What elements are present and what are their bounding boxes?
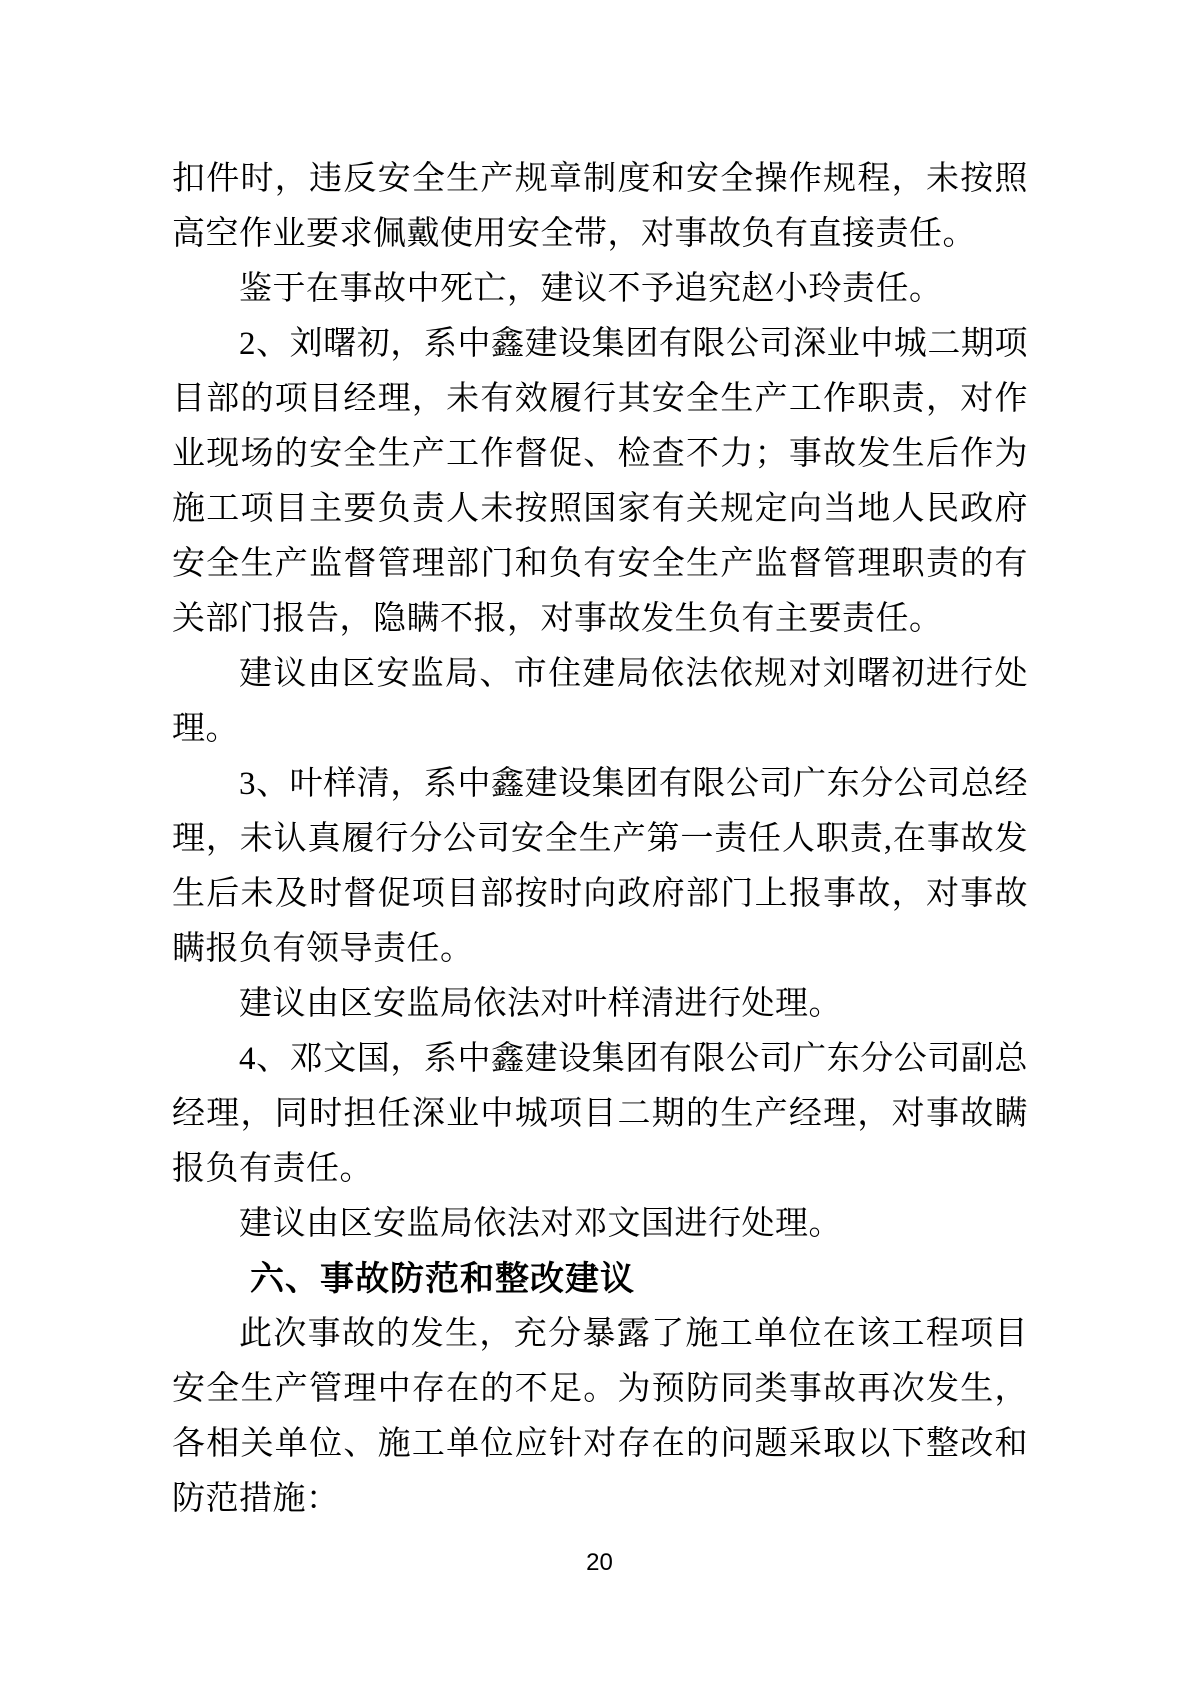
paragraph-item-4-deng-wenguo: 4、邓文国，系中鑫建设集团有限公司广东分公司副总经理，同时担任深业中城项目二期的生产经理，对事故瞒报负有责任。 (172, 1041, 1028, 1187)
section-heading: 六、事故防范和整改建议 (250, 1260, 635, 1298)
paragraph: 建议由区安监局依法对叶样清进行处理。 (239, 986, 842, 1022)
page-footer (0, 1548, 1199, 1578)
paragraph: 建议由区安监局依法对邓文国进行处理。 (239, 1206, 842, 1242)
paragraph: 建议由区安监局、市住建局依法依规对刘曙初进行处理。 (172, 656, 1028, 747)
paragraph: 鉴于在事故中死亡，建议不予追究赵小玲责任。 (239, 271, 943, 307)
page-number: 20 (586, 1549, 613, 1576)
paragraph: 此次事故的发生，充分暴露了施工单位在该工程项目安全生产管理中存在的不足。为预防同类事故再次发生，各相关单位、施工单位应针对存在的问题采取以下整改和防范措施： (172, 1316, 1028, 1517)
document-body (172, 152, 1028, 1527)
paragraph-continuation: 扣件时，违反安全生产规章制度和安全操作规程，未按照高空作业要求佩戴使用安全带，对事故负有直接责任。 (172, 161, 1028, 252)
paragraph-item-2-liu-shuchu: 2、刘曙初，系中鑫建设集团有限公司深业中城二期项目部的项目经理，未有效履行其安全生产工作职责，对作业现场的安全生产工作督促、检查不力；事故发生后作为施工项目主要负责人未按照国家有关规定向当地人民政府安全生产监督管理部门和负有安全生产监督管理职责的有关部门报告，隐瞒不报，对事故发生负有主要责任。 (172, 326, 1028, 637)
paragraph-item-3-ye-yangqing: 3、叶样清，系中鑫建设集团有限公司广东分公司总经理，未认真履行分公司安全生产第一责任人职责,在事故发生后未及时督促项目部按时向政府部门上报事故，对事故瞒报负有领导责任。 (172, 766, 1028, 967)
